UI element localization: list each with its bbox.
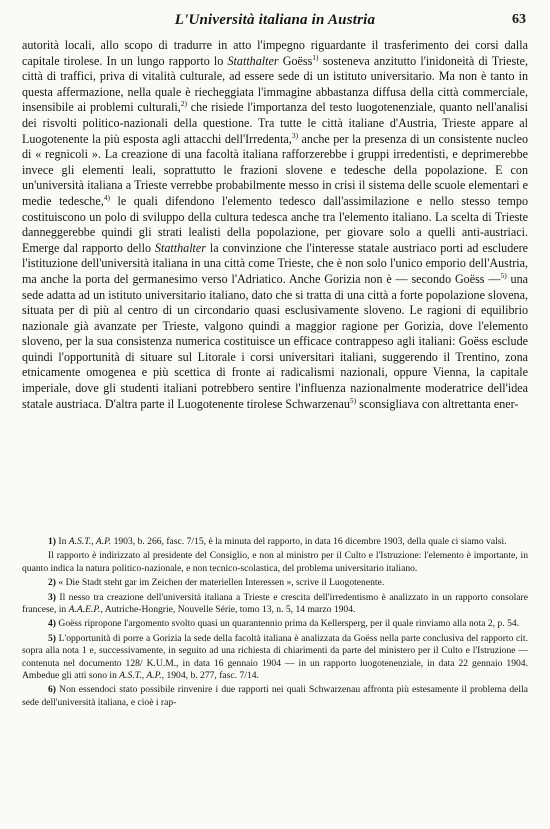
footnote: 3) Il nesso tra creazione dell'università italiana a Trieste e crescita dell'irredentismo è analizzato in un rapporto consolare francese, in A.A.E.P., Autriche-Hongrie, Nouvelle Série, tomo 13, n. 5, 14 marzo 1904. <box>22 591 528 616</box>
footnote-ref: 2) <box>180 99 187 109</box>
footnote: Il rapporto è indirizzato al presidente del Consiglio, e non al ministro per il Culto e l'Istruzione: l'elemento è importante, in quanto indica la natura politico-nazionale, e non tecnico-scolastica, del problema universitario italiano. <box>22 550 528 574</box>
footnote: 4) Goëss ripropone l'argomento svolto quasi un quarantennio prima da Kellersperg, per il quale rinviamo alla nota 2, p. 54. <box>48 618 520 630</box>
footnote-ref: 3) <box>291 130 299 140</box>
footnote: 1) In A.S.T., A.P. 1903, b. 266, fasc. 7/15, è la minuta del rapporto, in data 16 dicembre 1903, della quale ci siamo valsi. <box>48 536 507 547</box>
footnote-ref: 5) <box>349 395 357 405</box>
page-header <box>22 6 528 32</box>
footnote: 6) Non essendoci stato possibile rinvenire i due rapporti nei quali Schwarzenau affronta più estesamente il problema della sede dell'università italiana, e cioè i rap- <box>22 684 528 708</box>
main-text <box>22 38 528 412</box>
footnote: 5) L'opportunità di porre a Gorizia la sede della facoltà italiana è analizzata da Goëss nella parte conclusiva del rapporto cit. sopra alla nota 1 e, successivamente, in seguito ad una richiesta di chiarimenti da parte del ministero per il Culto e l'Istruzione — contenuta nel documento 128/ K.U.M., in data 16 gennaio 1904 — in un rapporto luogotenenziale, in data 22 gennaio 1904. Ambedue gli atti sono in A.S.T., A.P., 1904, b. 277, fasc. 7/14. <box>22 632 528 682</box>
footnote-ref: 4) <box>103 192 110 202</box>
running-title: L'Università italiana in Austria <box>174 12 376 28</box>
footnotes <box>22 536 528 711</box>
footnote: 2) « Die Stadt steht gar im Zeichen der materiellen Interessen », scrive il Luogotenente. <box>48 577 385 589</box>
footnote-ref: 5) <box>500 270 507 280</box>
page-number: 63 <box>512 12 526 27</box>
body-paragraph: autorità locali, allo scopo di tradurre in atto l'impegno riguardante il trasferimento dei corsi dalla capitale tirolese. In un lungo rapporto lo Statthalter Goëss$^{1)}$ sosteneva anzitutto l'inidoneità di Trieste, città di traffici, priva di vitalità culturale, ad essere sede di un istituto universitario. Ma non è tanto in questa affermazione, nella quale è riecheggiata l'immagine abbastanza diffusa della città commerciale, insensibile ai problemi culturali,$^{2)}$ che risiede l'importanza del testo luogotenenziale, quanto nell'analisi dei risvolti politico-nazionali della questione. Tra tutte le città italiane d'Austria, Trieste appare al Luogotenente la più esposta agli attacchi dell'Irredenta,$^{3)}$ anche per la presenza di un consistente nucleo di « regnicoli ». La creazione di una facoltà italiana rafforzerebbe i gruppi irredentisti, e deprimerebbe invece gli elementi leali, soprattutto le frazioni slovene e tedesche della popolazione. E con un'università italiana a Trieste verrebbe probabilmente messo in crisi il sistema delle scuole elementari e medie tedesche,$^{4)}$ le quali difendono l'elemento tedesco dall'assimilazione e nello stesso tempo costituiscono un polo di sviluppo della cultura tedesca anche tra l'elemento italiano. La scelta di Trieste danneggerebbe quindi gli strati lealisti della popolazione, per giovare solo a quelli anti-austriaci. Emerge dal rapporto dello Statthalter la convinzione che l'interesse statale austriaco porti ad escludere l'istituzione dell'università italiana in una città come Trieste, che è non solo l'unico emporio dell'Austria, ma anche la porta del germanesimo verso l'Adriatico. Anche Gorizia non è — secondo Goëss —$^{5)}$ una sede adatta ad un istituto universitario italiano, dato che si tratta di una città a forte popolazione slovena, situata per di più al centro di un circondario quasi esclusivamente sloveno. Le ragioni di equilibrio nazionale già avanzate per Trieste, valgono quindi a maggior ragione per Gorizia, dove l'elemento sloveno, per la sua consistenza numerica costituisce un efficace contrappeso agli italiani: Goëss esclude quindi l'opportunità di situare sul Litorale i corsi universitari italiani, suggerendo il Trentino, zona etnicamente omogenea e più scettica di fronte ai radicalismi nazionali, oppure Vienna, la capitale imperiale, dove gli studenti italiani potrebbero sentire l'influenza nazionalmente moderatrice dell'idea statale austriaca. D'altra parte il Luogotenente tirolese Schwarzenau$^{5)}$ sconsigliava con altrettanta ener- <box>22 38 529 411</box>
footnote-ref: 1) <box>312 52 319 62</box>
